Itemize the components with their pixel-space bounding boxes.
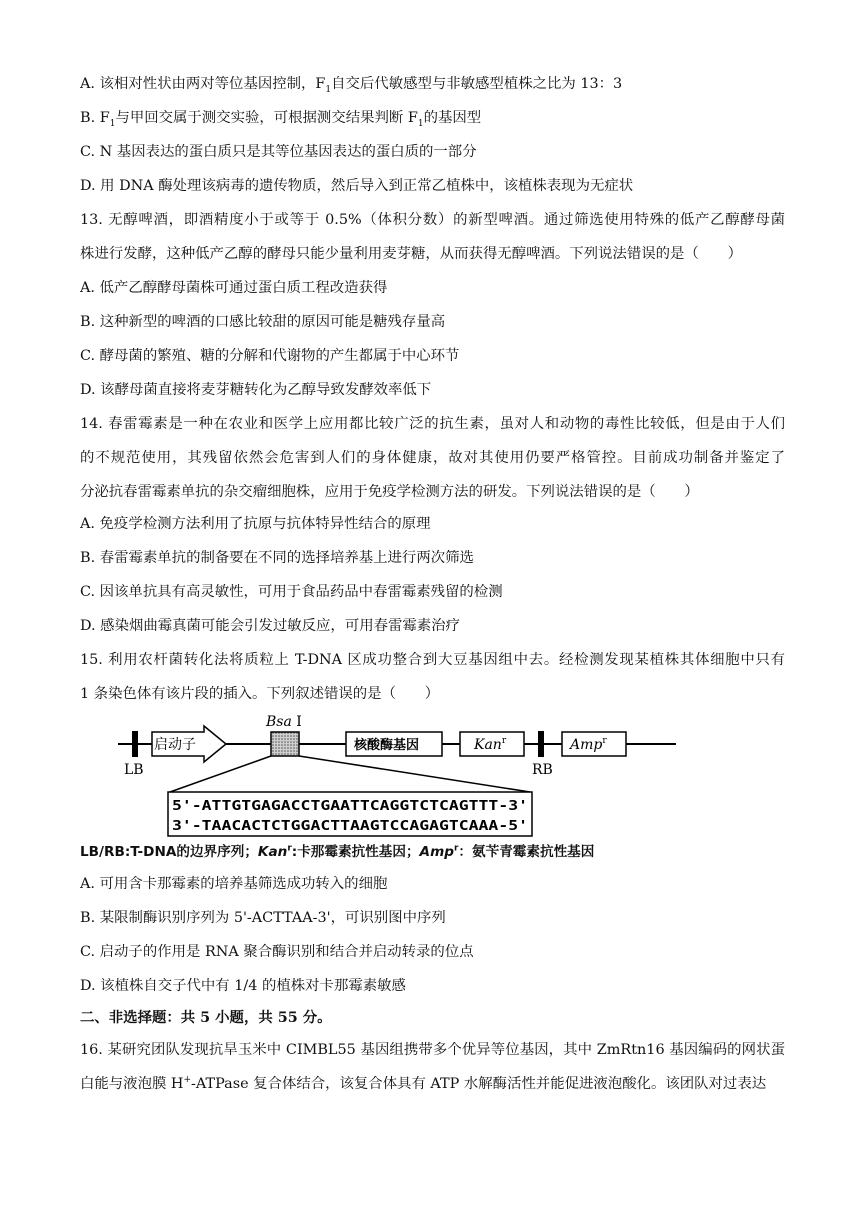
q12-option-a: A. 该相对性状由两对等位基因控制，$F_1$自交后代敏感型与非敏感型植株之比为 13：3 [80,76,623,94]
lb-label: LB [124,762,144,778]
q15-option-c: C. 启动子的作用是 RNA 聚合酶识别和结合并启动转录的位点 [80,944,474,960]
q13-option-c: C. 酵母菌的繁殖、糖的分解和代谢物的产生都属于中心环节 [80,348,460,364]
q15-option-d: D. 该植株自交子代中有 1/4 的植株对卡那霉素敏感 [80,978,406,994]
bsa-label: Bsa I [266,714,302,730]
nuclease-gene-label: 核酸酶基因 [354,738,420,753]
q12-option-b: B. $F_1$与甲回交属于测交实验，可根据测交结果判断 $F_1$的基因型 [80,110,482,128]
q14-option-b: B. 春雷霉素单抗的制备要在不同的选择培养基上进行两次筛选 [80,550,474,566]
amp-gene-label: Amp$^r$ [570,736,607,753]
q13-option-b: B. 这种新型的啤酒的口感比较甜的原因可能是糖残存量高 [80,314,446,330]
lb-border-mark [132,731,138,757]
q16-line-2: 白能与液泡膜 H+-ATPase 复合体结合，该复合体具有 ATP 水解酶活性并能促进液泡酸化。该团队对过表达 [80,1075,767,1092]
expansion-line-left [170,756,271,792]
rb-border-mark [538,731,544,757]
q13-option-a: A. 低产乙醇酵母菌株可通过蛋白质工程改造获得 [80,280,388,296]
q13-stem-line-2: 株进行发酵，这种低产乙醇的酵母只能少量利用麦芽糖，从而获得无醇啤酒。下列说法错误的是（ ） [80,246,742,262]
sequence-top-strand: 5'-ATTGTGAGACCTGAATTCAGGTCTCAGTTT-3' [172,798,528,814]
section-heading-nonchoice: 二、非选择题：共 5 小题，共 55 分。 [80,1009,332,1026]
q15-option-b: B. 某限制酶识别序列为 5'-ACTTAA-3'，可识别图中序列 [80,910,446,926]
q14-stem-line-3: 分泌抗春雷霉素单抗的杂交瘤细胞株，应用于免疫学检测方法的研发。下列说法错误的是（ ） [80,484,699,500]
kan-gene-label: Kan$^r$ [474,736,507,753]
q12-option-d: D. 用 DNA 酶处理该病毒的遗传物质，然后导入到正常乙植株中，该植株表现为无症状 [80,178,634,194]
q14-stem-line-2: 的不规范使用，其残留依然会危害到人们的身体健康，故对其使用仍要严格管控。目前成功制备并鉴定了 [80,450,785,466]
q15-stem-line-2: 1 条染色体有该片段的插入。下列叙述错误的是（ ） [80,686,440,702]
q14-option-c: C. 因该单抗具有高灵敏性，可用于食品药品中春雷霉素残留的检测 [80,584,503,600]
promoter-label: 启动子 [154,737,196,753]
rb-label: RB [532,762,553,778]
q14-option-d: D. 感染烟曲霉真菌可能会引发过敏反应，可用春雷霉素治疗 [80,618,460,634]
q16-line-1: 16. 某研究团队发现抗旱玉米中 CIMBL55 基因组携带多个优异等位基因，其中 ZmRtn16 基因编码的网状蛋 [80,1042,785,1058]
q13-option-d: D. 该酵母菌直接将麦芽糖转化为乙醇导致发酵效率低下 [80,382,432,398]
q13-stem-line-1: 13. 无醇啤酒，即酒精度小于或等于 0.5%（体积分数）的新型啤酒。通过筛选使用特殊的低产乙醇酵母菌 [80,212,785,228]
q14-stem-line-1: 14. 春雷霉素是一种在农业和医学上应用都比较广泛的抗生素，虽对人和动物的毒性比较低，但是由于人们 [80,416,785,432]
bsa-site-box [271,732,299,756]
diagram-caption: LB/RB:T-DNA的边界序列；Kan$^r$:卡那霉素抗性基因；Amp$^r$：氨苄青霉素抗性基因 [80,843,595,860]
sequence-bottom-strand: 3'-TAACACTCTGGACTTAAGTCCAGAGTCAAA-5' [172,818,528,834]
q14-option-a: A. 免疫学检测方法利用了抗原与抗体特异性结合的原理 [80,516,431,532]
q15-stem-line-1: 15. 利用农杆菌转化法将质粒上 T-DNA 区成功整合到大豆基因组中去。经检测发现某植株其体细胞中只有 [80,652,785,668]
q12-option-c: C. N 基因表达的蛋白质只是其等位基因表达的蛋白质的一部分 [80,144,477,160]
expansion-line-right [299,756,530,792]
q15-option-a: A. 可用含卡那霉素的培养基筛选成功转入的细胞 [80,876,388,892]
